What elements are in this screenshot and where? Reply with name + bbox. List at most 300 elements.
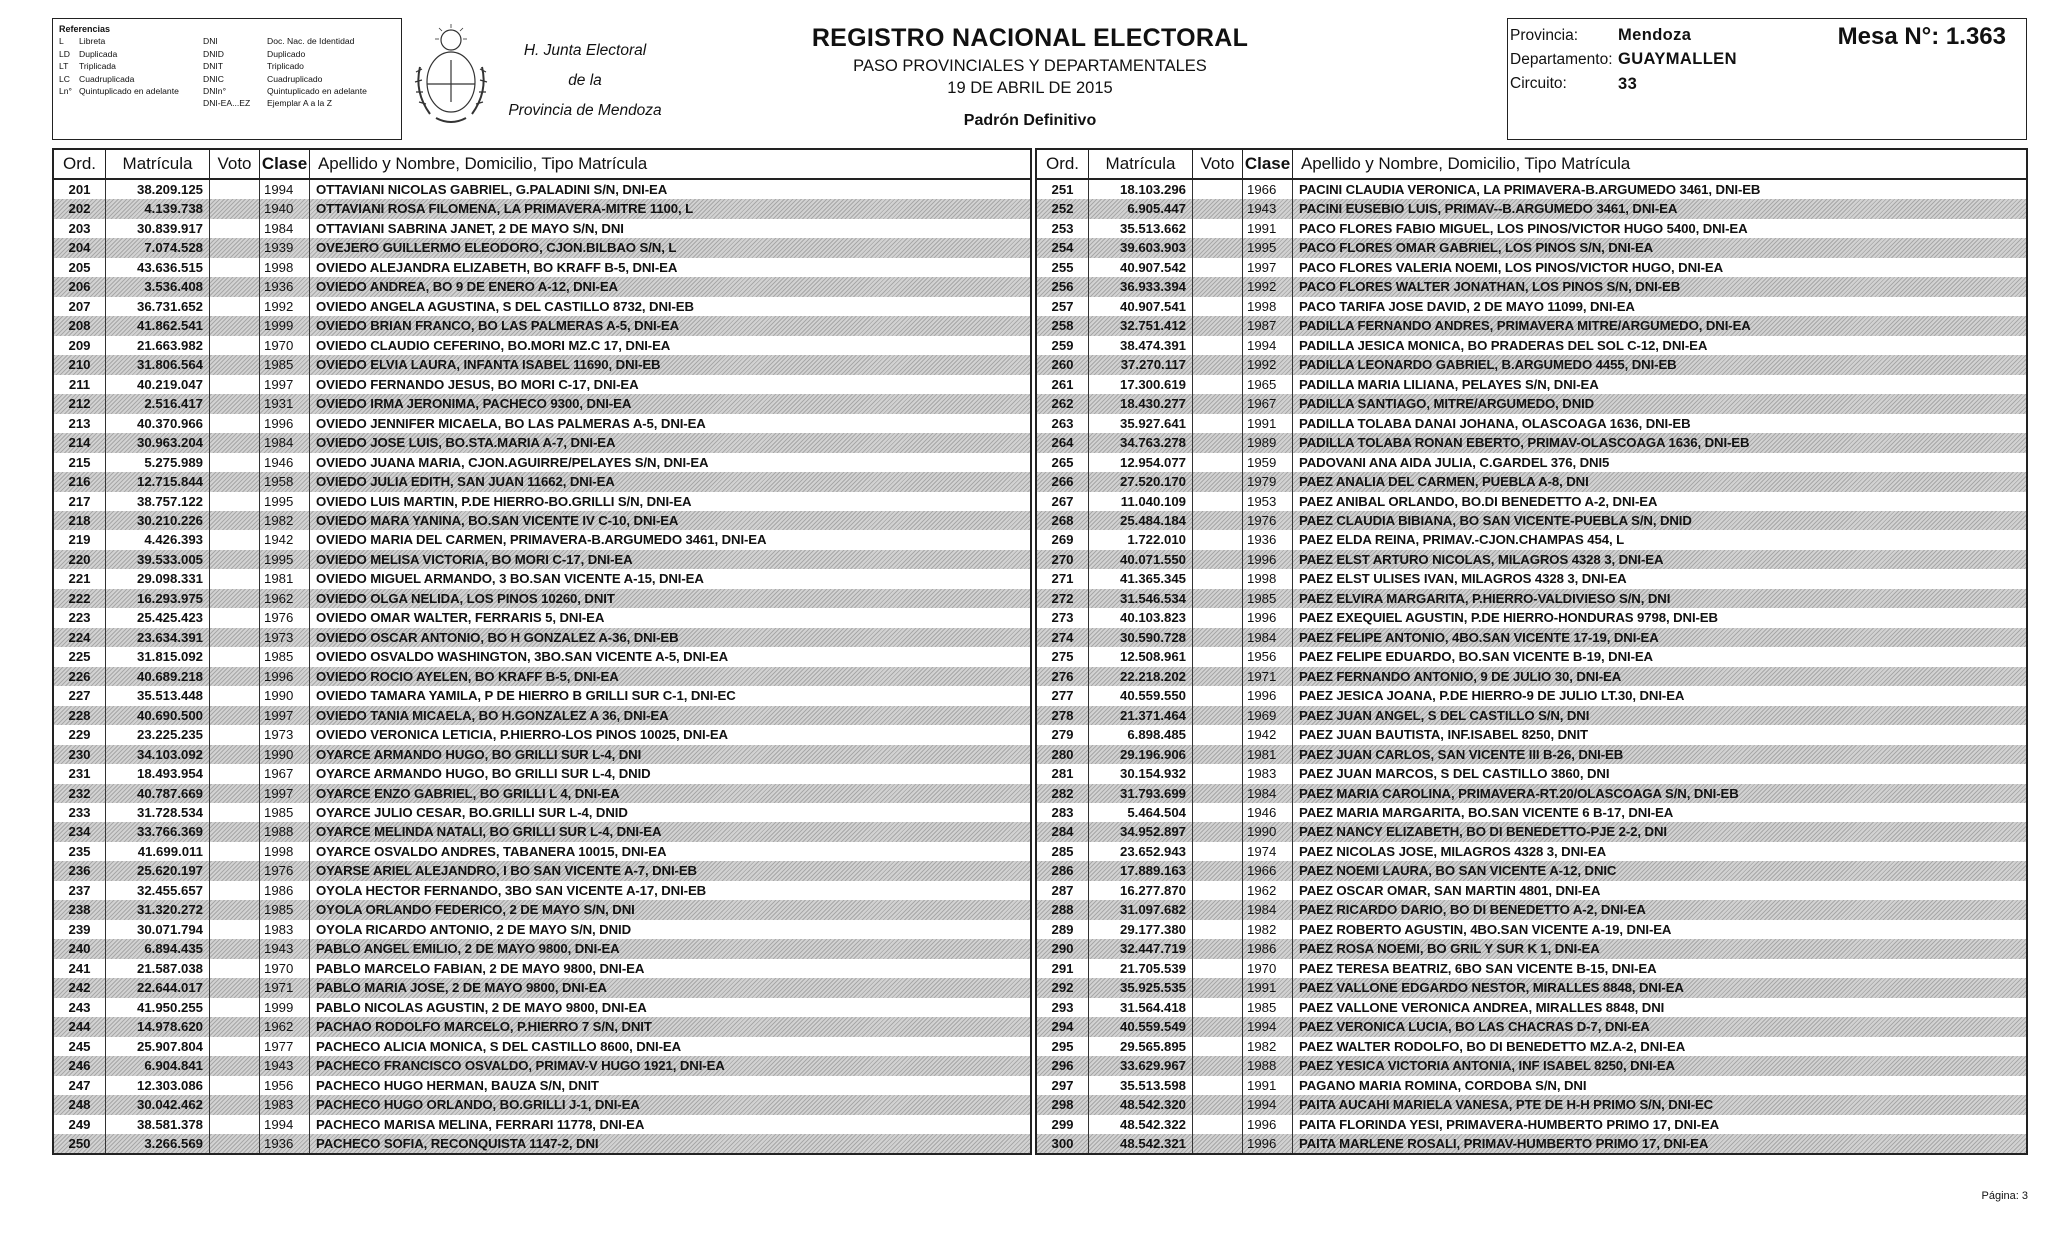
table-row [1037,939,2026,958]
matricula-cell: 31.806.564 [106,355,210,374]
table-row [54,355,1030,374]
table-row [1037,453,2026,472]
ord-cell: 240 [54,939,106,958]
clase-cell: 1986 [1243,939,1293,958]
table-row [1037,745,2026,764]
matricula-cell: 31.546.534 [1089,589,1193,608]
matricula-cell: 23.634.391 [106,628,210,647]
ord-cell: 231 [54,764,106,783]
clase-cell: 1991 [1243,219,1293,238]
voto-cell [210,725,260,744]
matricula-cell: 21.705.539 [1089,959,1193,978]
ord-cell: 208 [54,316,106,335]
clase-cell: 1936 [1243,530,1293,549]
matricula-cell: 36.731.652 [106,297,210,316]
nombre-cell: PAEZ WALTER RODOLFO, BO DI BENEDETTO MZ.A-2, DNI-EA [1299,1038,1686,1054]
voto-cell [1193,433,1243,452]
reference-cell: Libreta [79,36,106,47]
table-row [54,920,1030,939]
clase-cell: 1979 [1243,472,1293,491]
reference-cell: Duplicado [267,48,306,59]
clase-cell: 1969 [1243,706,1293,725]
voto-cell [1193,530,1243,549]
matricula-cell: 31.728.534 [106,803,210,822]
nombre-cell: OVIEDO OSCAR ANTONIO, BO H GONZALEZ A-36, DNI-EB [316,629,679,645]
reference-cell: DNIC [203,73,225,84]
matricula-cell: 40.907.541 [1089,297,1193,316]
table-row [54,647,1030,666]
nombre-cell: OVIEDO TANIA MICAELA, BO H.GONZALEZ A 36, DNI-EA [316,707,669,723]
matricula-cell: 38.581.378 [106,1115,210,1134]
clase-cell: 1997 [260,784,310,803]
nombre-cell: PAEZ NOEMI LAURA, BO SAN VICENTE A-12, DNIC [1299,863,1617,879]
header-nombre: Apellido y Nombre, Domicilio, Tipo Matrícula [318,154,648,173]
nombre-cell: PACO FLORES VALERIA NOEMI, LOS PINOS/VICTOR HUGO, DNI-EA [1299,259,1723,275]
table-row [1037,881,2026,900]
reference-row [59,35,395,47]
references-box [52,18,402,140]
voto-cell [1193,550,1243,569]
ord-cell: 205 [54,258,106,277]
clase-cell: 1994 [260,180,310,199]
table-row [54,414,1030,433]
junta-line-2: de la [568,72,602,89]
voto-cell [210,394,260,413]
nombre-cell: OVIEDO JUANA MARIA, CJON.AGUIRRE/PELAYES S/N, DNI-EA [316,454,709,470]
ord-cell: 215 [54,453,106,472]
reference-cell: Quintuplicado en adelante [79,86,179,97]
voto-cell [1193,725,1243,744]
nombre-cell: PAEZ OSCAR OMAR, SAN MARTIN 4801, DNI-EA [1299,882,1601,898]
clase-cell: 1962 [260,1017,310,1036]
clase-cell: 1998 [1243,569,1293,588]
voto-cell [210,1037,260,1056]
nombre-cell: OTTAVIANI ROSA FILOMENA, LA PRIMAVERA-MITRE 1100, L [316,201,694,217]
matricula-cell: 18.103.296 [1089,180,1193,199]
ord-cell: 279 [1037,725,1089,744]
matricula-cell: 33.629.967 [1089,1056,1193,1075]
matricula-cell: 40.370.966 [106,414,210,433]
voto-cell [1193,1134,1243,1153]
ord-cell: 272 [1037,589,1089,608]
matricula-cell: 30.963.204 [106,433,210,452]
clase-cell: 1956 [1243,647,1293,666]
voto-cell [1193,277,1243,296]
header-matricula: Matrícula [1089,150,1193,178]
ord-cell: 300 [1037,1134,1089,1153]
nombre-cell: PACHAO RODOLFO MARCELO, P.HIERRO 7 S/N, DNIT [316,1019,652,1035]
ord-cell: 238 [54,900,106,919]
voto-cell [210,336,260,355]
voto-cell [1193,822,1243,841]
matricula-cell: 30.590.728 [1089,628,1193,647]
nombre-cell: PAEZ YESICA VICTORIA ANTONIA, INF ISABEL 8250, DNI-EA [1299,1058,1675,1074]
clase-cell: 1984 [260,433,310,452]
ord-cell: 265 [1037,453,1089,472]
voto-cell [210,258,260,277]
circuito-value: 33 [1618,75,1638,93]
matricula-cell: 43.636.515 [106,258,210,277]
matricula-cell: 31.564.418 [1089,998,1193,1017]
matricula-cell: 14.978.620 [106,1017,210,1036]
matricula-cell: 31.793.699 [1089,784,1193,803]
matricula-cell: 23.652.943 [1089,842,1193,861]
clase-cell: 1996 [260,414,310,433]
matricula-cell: 25.907.804 [106,1037,210,1056]
clase-cell: 1974 [1243,842,1293,861]
clase-cell: 1985 [260,647,310,666]
clase-cell: 1983 [1243,764,1293,783]
clase-cell: 1990 [1243,822,1293,841]
voto-cell [210,1115,260,1134]
nombre-cell: PAEZ ANIBAL ORLANDO, BO.DI BENEDETTO A-2, DNI-EA [1299,493,1658,509]
voto-cell [1193,764,1243,783]
ord-cell: 282 [1037,784,1089,803]
ord-cell: 293 [1037,998,1089,1017]
ord-cell: 251 [1037,180,1089,199]
matricula-cell: 29.098.331 [106,569,210,588]
ord-cell: 226 [54,667,106,686]
voto-cell [210,492,260,511]
document-title-block [745,24,1315,130]
table-row [1037,842,2026,861]
voto-cell [1193,1095,1243,1114]
nombre-cell: OYOLA RICARDO ANTONIO, 2 DE MAYO S/N, DNID [316,921,632,937]
voter-table-right [1035,148,2028,1155]
nombre-cell: PAEZ ELDA REINA, PRIMAV.-CJON.CHAMPAS 454, L [1299,532,1625,548]
reference-cell: Quintuplicado en adelante [267,86,367,97]
ord-cell: 242 [54,978,106,997]
clase-cell: 1976 [1243,511,1293,530]
table-row [54,706,1030,725]
voto-cell [210,1056,260,1075]
ord-cell: 210 [54,355,106,374]
nombre-cell: PADILLA TOLABA RONAN EBERTO, PRIMAV-OLASCOAGA 1636, DNI-EB [1299,435,1750,451]
voto-cell [210,569,260,588]
table-row [54,316,1030,335]
table-header [1037,150,2026,180]
table-row [1037,900,2026,919]
voto-cell [1193,959,1243,978]
ord-cell: 252 [1037,199,1089,218]
nombre-cell: OVIEDO ANDREA, BO 9 DE ENERO A-12, DNI-EA [316,279,618,295]
ord-cell: 223 [54,608,106,627]
nombre-cell: PACHECO MARISA MELINA, FERRARI 11778, DNI-EA [316,1116,645,1132]
voto-cell [210,686,260,705]
clase-cell: 1936 [260,1134,310,1153]
voto-cell [210,219,260,238]
ord-cell: 224 [54,628,106,647]
ord-cell: 232 [54,784,106,803]
table-row [54,1115,1030,1134]
nombre-cell: PAEZ ELST ULISES IVAN, MILAGROS 4328 3, DNI-EA [1299,571,1627,587]
table-row [1037,1134,2026,1153]
nombre-cell: PAEZ JUAN BAUTISTA, INF.ISABEL 8250, DNIT [1299,727,1588,743]
matricula-cell: 25.425.423 [106,608,210,627]
table-row [54,861,1030,880]
ord-cell: 298 [1037,1095,1089,1114]
matricula-cell: 18.430.277 [1089,394,1193,413]
matricula-cell: 4.139.738 [106,199,210,218]
table-row [1037,1095,2026,1114]
ord-cell: 249 [54,1115,106,1134]
voto-cell [210,180,260,199]
voto-cell [1193,842,1243,861]
table-row [1037,803,2026,822]
nombre-cell: PACHECO ALICIA MONICA, S DEL CASTILLO 8600, DNI-EA [316,1038,682,1054]
matricula-cell: 38.757.122 [106,492,210,511]
clase-cell: 1984 [260,219,310,238]
reference-cell: Doc. Nac. de Identidad [267,36,355,47]
table-row [1037,998,2026,1017]
table-row [54,686,1030,705]
table-row [1037,686,2026,705]
table-row [54,277,1030,296]
table-row [54,297,1030,316]
voto-cell [210,1095,260,1114]
table-row [1037,608,2026,627]
voto-cell [210,978,260,997]
ord-cell: 253 [1037,219,1089,238]
voto-cell [210,822,260,841]
clase-cell: 1982 [260,511,310,530]
ord-cell: 281 [1037,764,1089,783]
table-row [54,219,1030,238]
voto-cell [210,667,260,686]
voto-cell [210,803,260,822]
header-clase: Clase [1243,150,1293,178]
ord-cell: 263 [1037,414,1089,433]
ord-cell: 287 [1037,881,1089,900]
header-voto: Voto [1193,150,1243,178]
nombre-cell: PAITA AUCAHI MARIELA VANESA, PTE DE H-H PRIMO S/N, DNI-EC [1299,1097,1714,1113]
nombre-cell: OYARCE ARMANDO HUGO, BO GRILLI SUR L-4, DNID [316,766,651,782]
nombre-cell: PAITA MARLENE ROSALI, PRIMAV-HUMBERTO PRIMO 17, DNI-EA [1299,1135,1709,1151]
ord-cell: 202 [54,199,106,218]
matricula-cell: 48.542.320 [1089,1095,1193,1114]
clase-cell: 1992 [1243,277,1293,296]
nombre-cell: OVIEDO MARIA DEL CARMEN, PRIMAVERA-B.ARGUMEDO 3461, DNI-EA [316,532,767,548]
table-row [1037,414,2026,433]
ord-cell: 216 [54,472,106,491]
clase-cell: 1990 [260,745,310,764]
table-row [54,978,1030,997]
voto-cell [1193,180,1243,199]
ord-cell: 235 [54,842,106,861]
matricula-cell: 2.516.417 [106,394,210,413]
nombre-cell: PABLO ANGEL EMILIO, 2 DE MAYO 9800, DNI-EA [316,941,620,957]
table-row [54,433,1030,452]
nombre-cell: PACO FLORES WALTER JONATHAN, LOS PINOS S/N, DNI-EB [1299,279,1681,295]
header-matricula: Matrícula [106,150,210,178]
matricula-cell: 21.587.038 [106,959,210,978]
matricula-cell: 40.071.550 [1089,550,1193,569]
matricula-cell: 29.177.380 [1089,920,1193,939]
ord-cell: 264 [1037,433,1089,452]
table-row [54,842,1030,861]
nombre-cell: PAEZ JESICA JOANA, P.DE HIERRO-9 DE JULIO LT.30, DNI-EA [1299,688,1685,704]
matricula-cell: 3.536.408 [106,277,210,296]
reference-row [59,60,395,72]
matricula-cell: 48.542.322 [1089,1115,1193,1134]
header-ord: Ord. [1037,150,1089,178]
nombre-cell: PAEZ VALLONE VERONICA ANDREA, MIRALLES 8848, DNI [1299,999,1665,1015]
voto-cell [210,939,260,958]
ord-cell: 256 [1037,277,1089,296]
clase-cell: 1970 [260,959,310,978]
ord-cell: 248 [54,1095,106,1114]
voto-cell [1193,355,1243,374]
reference-cell [79,97,203,109]
voto-cell [1193,472,1243,491]
clase-cell: 1992 [1243,355,1293,374]
clase-cell: 1996 [260,667,310,686]
table-row [54,959,1030,978]
nombre-cell: OVIEDO JOSE LUIS, BO.STA.MARIA A-7, DNI-EA [316,435,616,451]
reference-cell: Cuadruplicada [79,73,135,84]
clase-cell: 1996 [1243,608,1293,627]
clase-cell: 1995 [260,550,310,569]
references-title: Referencias [59,24,111,34]
ord-cell: 201 [54,180,106,199]
matricula-cell: 6.904.841 [106,1056,210,1075]
header-ord: Ord. [54,150,106,178]
nombre-cell: OVIEDO MIGUEL ARMANDO, 3 BO.SAN VICENTE A-15, DNI-EA [316,571,704,587]
nombre-cell: OVIEDO IRMA JERONIMA, PACHECO 9300, DNI-EA [316,396,632,412]
reference-row [59,97,395,109]
nombre-cell: OVIEDO JULIA EDITH, SAN JUAN 11662, DNI-EA [316,474,615,490]
matricula-cell: 17.300.619 [1089,375,1193,394]
table-row [54,550,1030,569]
ord-cell: 211 [54,375,106,394]
table-row [1037,861,2026,880]
ord-cell: 217 [54,492,106,511]
clase-cell: 1996 [1243,686,1293,705]
matricula-cell: 18.493.954 [106,764,210,783]
nombre-cell: OVIEDO MARA YANINA, BO.SAN VICENTE IV C-10, DNI-EA [316,512,679,528]
nombre-cell: PAEZ EXEQUIEL AGUSTIN, P.DE HIERRO-HONDURAS 9798, DNI-EB [1299,610,1718,626]
matricula-cell: 12.508.961 [1089,647,1193,666]
ord-cell: 258 [1037,316,1089,335]
matricula-cell: 5.275.989 [106,453,210,472]
clase-cell: 1994 [260,1115,310,1134]
voto-cell [210,959,260,978]
reference-cell: L [59,36,64,47]
clase-cell: 1946 [1243,803,1293,822]
voto-cell [1193,998,1243,1017]
table-row [1037,1017,2026,1036]
table-row [1037,550,2026,569]
ord-cell: 259 [1037,336,1089,355]
table-row [54,569,1030,588]
matricula-cell: 40.559.550 [1089,686,1193,705]
clase-cell: 1986 [260,881,310,900]
junta-line-1: H. Junta Electoral [523,42,647,59]
ord-cell: 220 [54,550,106,569]
reference-cell: DNIn° [203,86,227,97]
ord-cell: 239 [54,920,106,939]
voto-cell [1193,706,1243,725]
voto-cell [210,530,260,549]
clase-cell: 1998 [260,258,310,277]
table-row [1037,1076,2026,1095]
nombre-cell: OYARCE JULIO CESAR, BO.GRILLI SUR L-4, DNID [316,805,628,820]
table-row [1037,530,2026,549]
clase-cell: 1942 [1243,725,1293,744]
nombre-cell: OVIEDO MELISA VICTORIA, BO MORI C-17, DNI-EA [316,551,633,567]
departamento-value: GUAYMALLEN [1618,50,1737,68]
clase-cell: 1994 [1243,1017,1293,1036]
nombre-cell: PABLO MARIA JOSE, 2 DE MAYO 9800, DNI-EA [316,980,607,996]
table-body [54,180,1030,1153]
matricula-cell: 5.464.504 [1089,803,1193,822]
ord-cell: 292 [1037,978,1089,997]
clase-cell: 1997 [260,375,310,394]
reference-cell: DNI [203,36,218,47]
matricula-cell: 12.954.077 [1089,453,1193,472]
nombre-cell: PACHECO HUGO HERMAN, BAUZA S/N, DNIT [316,1077,599,1093]
matricula-cell: 33.766.369 [106,822,210,841]
voto-cell [1193,939,1243,958]
ord-cell: 289 [1037,920,1089,939]
nombre-cell: PAGANO MARIA ROMINA, CORDOBA S/N, DNI [1299,1077,1587,1093]
reference-cell [59,97,79,109]
nombre-cell: OYARCE ARMANDO HUGO, BO GRILLI SUR L-4, DNI [316,746,642,762]
provincia-label: Provincia: [1510,27,1579,44]
table-row [54,803,1030,822]
nombre-cell: PAEZ ELST ARTURO NICOLAS, MILAGROS 4328 3, DNI-EA [1299,551,1664,567]
voto-cell [210,589,260,608]
ord-cell: 230 [54,745,106,764]
reference-cell: LT [59,61,69,72]
matricula-cell: 40.690.500 [106,706,210,725]
matricula-cell: 6.894.435 [106,939,210,958]
provincia-value: Mendoza [1618,26,1692,44]
matricula-cell: 30.839.917 [106,219,210,238]
ord-cell: 219 [54,530,106,549]
table-row [1037,569,2026,588]
matricula-cell: 40.219.047 [106,375,210,394]
ord-cell: 257 [1037,297,1089,316]
table-row [1037,725,2026,744]
table-row [1037,297,2026,316]
nombre-cell: OVIEDO ELVIA LAURA, INFANTA ISABEL 11690, DNI-EB [316,357,661,373]
matricula-cell: 32.751.412 [1089,316,1193,335]
matricula-cell: 7.074.528 [106,238,210,257]
voto-cell [1193,608,1243,627]
clase-cell: 1946 [260,453,310,472]
ord-cell: 270 [1037,550,1089,569]
table-row [54,258,1030,277]
header-clase: Clase [260,150,310,178]
ord-cell: 225 [54,647,106,666]
ord-cell: 213 [54,414,106,433]
clase-cell: 1995 [260,492,310,511]
voto-cell [210,842,260,861]
voto-cell [210,316,260,335]
ord-cell: 267 [1037,492,1089,511]
table-row [54,939,1030,958]
nombre-cell: OVIEDO TAMARA YAMILA, P DE HIERRO B GRILLI SUR C-1, DNI-EC [316,688,736,704]
mendoza-seal-icon [408,22,494,130]
ord-cell: 274 [1037,628,1089,647]
nombre-cell: PACHECO FRANCISCO OSVALDO, PRIMAV-V HUGO 1921, DNI-EA [316,1058,725,1074]
ord-cell: 255 [1037,258,1089,277]
page-number: Página: 3 [1981,1190,2028,1202]
table-row [1037,1115,2026,1134]
matricula-cell: 12.715.844 [106,472,210,491]
voto-cell [1193,336,1243,355]
